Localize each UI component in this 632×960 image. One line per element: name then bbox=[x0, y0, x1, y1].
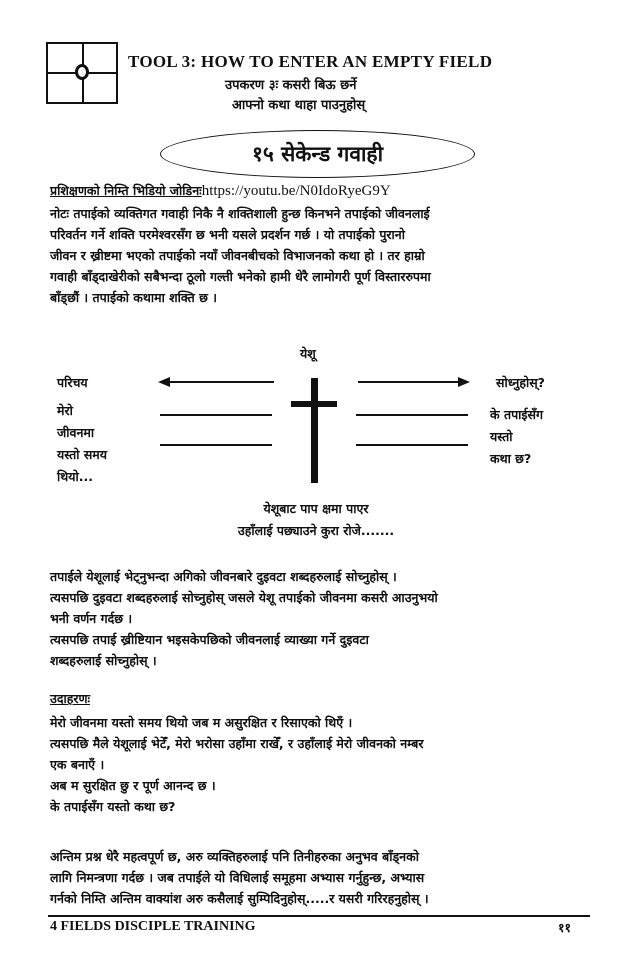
tool-subtitle-2: आफ्नो कथा थाहा पाउनुहोस् bbox=[232, 98, 366, 113]
cross-icon-bar bbox=[291, 401, 337, 407]
final-line: लागि निमन्त्रणा गर्दछ । जब तपाईले यो विधिलाई समूहमा अभ्यास गर्नुहुन्छ, अभ्यास bbox=[50, 870, 425, 885]
section-banner bbox=[160, 130, 475, 178]
cross-icon bbox=[311, 378, 318, 483]
note-line: बाँड्छौं । तपाईको कथामा शक्ति छ । bbox=[50, 290, 217, 305]
page-number: ११ bbox=[558, 920, 572, 935]
tool-title: TOOL 3: HOW TO ENTER AN EMPTY FIELD bbox=[128, 52, 493, 71]
diagram-caption: येशूबाट पाप क्षमा पाएर bbox=[263, 501, 369, 516]
blank-line-right bbox=[356, 414, 468, 416]
instructions-paragraph bbox=[50, 566, 586, 671]
final-paragraph bbox=[50, 846, 586, 909]
diagram-left-text: मेरो bbox=[57, 403, 73, 418]
diagram-left-text: परिचय bbox=[57, 375, 88, 390]
diagram-right-text: के तपाईसँग bbox=[490, 407, 544, 422]
example-line: एक बनाएँ । bbox=[50, 757, 105, 772]
footer-divider bbox=[48, 915, 590, 917]
note-line: जीवन र ख्रीष्टमा भएको तपाईको नयाँ जीवनबीचको विभाजनको कथा हो । तर हाम्रो bbox=[50, 248, 425, 263]
diagram-left-text: यस्तो समय bbox=[57, 447, 108, 462]
video-link-label: प्रशिक्षणको निम्ति भिडियो जोडिनः bbox=[50, 183, 202, 198]
footer-title: 4 FIELDS DISCIPLE TRAINING bbox=[50, 919, 256, 934]
note-line: गवाही बाँड्दाखेरीको सबैभन्दा ठूलो गल्ती भनेको हामी धेरै लामोगरी पूर्ण विस्ताररुपमा bbox=[50, 269, 431, 284]
instruction-line: तपाईले येशूलाई भेट्नुभन्दा अगिको जीवनबारे दुइवटा शब्दहरुलाई सोच्नुहोस् । bbox=[50, 569, 397, 584]
logo-circle-icon bbox=[75, 64, 89, 80]
video-link-line bbox=[50, 180, 586, 202]
instruction-line: त्यसपछि दुइवटा शब्दहरुलाई सोच्नुहोस् जसले येशू तपाईको जीवनमा कसरी आउनुभयो bbox=[50, 590, 438, 605]
blank-line-left bbox=[160, 444, 272, 446]
example-heading: उदाहरणः bbox=[50, 691, 91, 706]
diagram-left-text: जीवनमा bbox=[57, 425, 95, 440]
diagram-right-text: कथा छ? bbox=[490, 451, 532, 466]
arrow-right-icon bbox=[458, 377, 470, 387]
example-line: मेरो जीवनमा यस्तो समय थियो जब म असुरक्षित र रिसाएको थिएँ । bbox=[50, 715, 353, 730]
diagram-left-text: थियो... bbox=[57, 469, 93, 484]
final-line: अन्तिम प्रश्न धेरै महत्वपूर्ण छ, अरु व्यक्तिहरुलाई पनि तिनीहरुका अनुभव बाँड्नको bbox=[50, 849, 419, 864]
example-paragraph bbox=[50, 712, 586, 817]
tool-logo bbox=[46, 42, 118, 104]
instruction-line: भनी वर्णन गर्दछ । bbox=[50, 611, 133, 626]
note-line: नोटः तपाईको व्यक्तिगत गवाही निकै नै शक्तिशाली हुन्छ किनभने तपाईको जीवनलाई bbox=[50, 206, 430, 221]
note-line: परिवर्तन गर्ने शक्ति परमेश्वरसँग छ भनी यसले प्रदर्शन गर्छ । यो तपाईको पुरानो bbox=[50, 227, 405, 242]
tool-subtitle: उपकरण ३ः कसरी बिऊ छर्ने bbox=[225, 78, 357, 93]
video-link-url[interactable]: https://youtu.be/N0IdoRyeG9Y bbox=[201, 183, 391, 199]
example-line: के तपाईसँग यस्तो कथा छ? bbox=[50, 799, 176, 814]
blank-line-left bbox=[160, 414, 272, 416]
arrow-right-line bbox=[358, 381, 460, 383]
note-paragraph bbox=[50, 203, 586, 308]
diagram-right-text: यस्तो bbox=[490, 429, 513, 444]
section-banner-text: १५ सेकेन्ड गवाही bbox=[251, 142, 384, 166]
instruction-line: शब्दहरुलाई सोच्नुहोस् । bbox=[50, 653, 157, 668]
diagram-right-text: सोध्नुहोस्? bbox=[496, 375, 545, 390]
blank-line-right bbox=[356, 444, 468, 446]
example-line: अब म सुरक्षित छु र पूर्ण आनन्द छ । bbox=[50, 778, 216, 793]
arrow-left-line bbox=[168, 381, 274, 383]
instruction-line: त्यसपछि तपाई ख्रीष्टियान भइसकेपछिको जीवनलाई व्याख्या गर्ने दुइवटा bbox=[50, 632, 369, 647]
diagram-center-label: येशू bbox=[300, 346, 316, 361]
final-line: गर्नको निम्ति अन्तिम वाक्यांश अरु कसैलाई सुम्पिदिनुहोस्.....र यसरी गरिरहनुहोस् । bbox=[50, 891, 429, 906]
example-line: त्यसपछि मैले येशूलाई भेटेँ, मेरो भरोसा उहाँमा राखेँ, र उहाँलाई मेरो जीवनको नम्बर bbox=[50, 736, 424, 751]
diagram-caption: उहाँलाई पछ्याउने कुरा रोजे....... bbox=[237, 523, 395, 538]
